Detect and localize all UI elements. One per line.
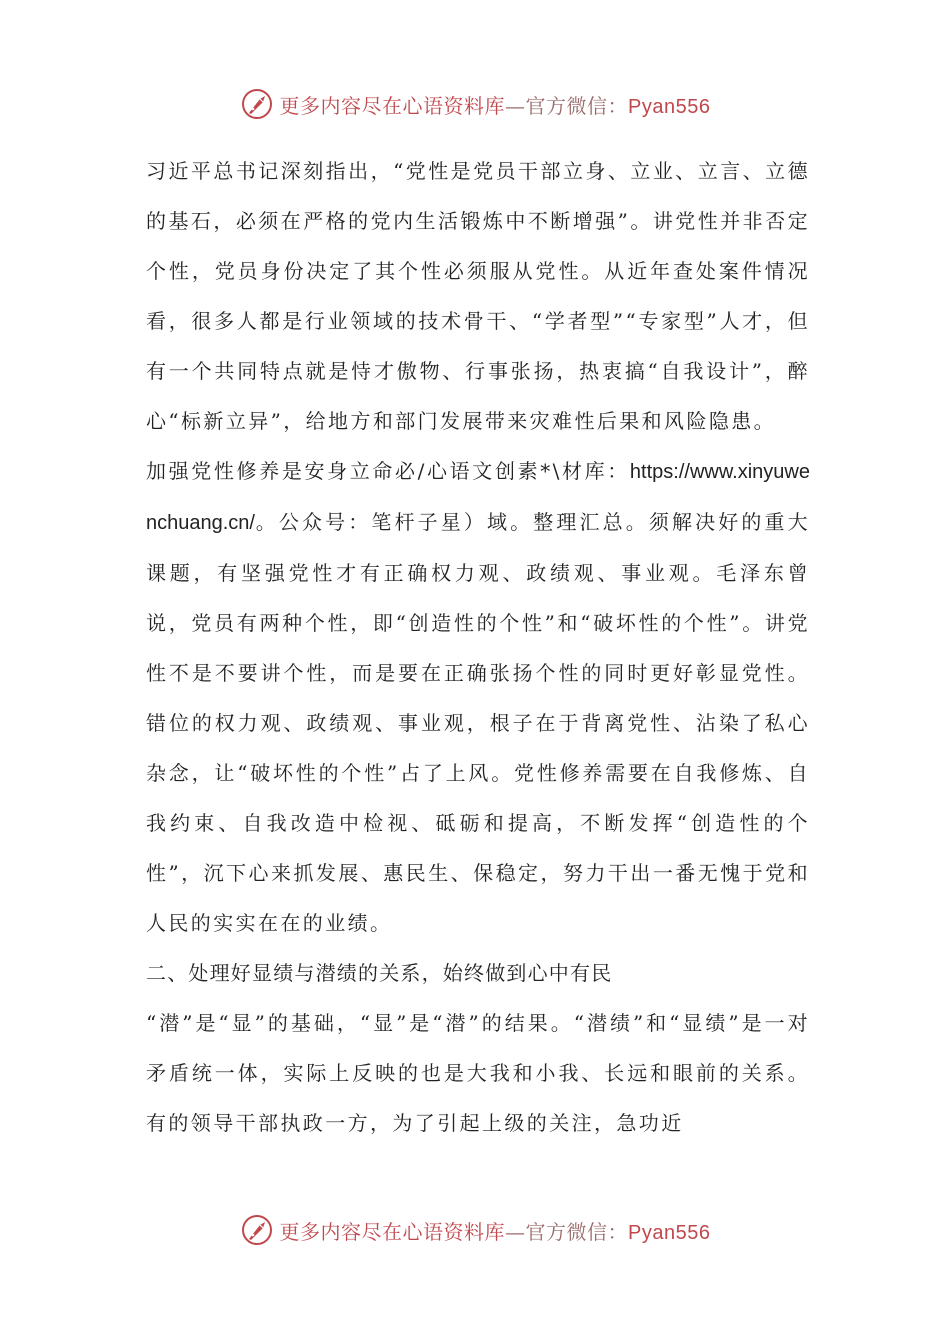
banner-dash: — <box>505 1219 526 1244</box>
site-slogan: 更多内容尽在心语资料库 <box>279 93 506 118</box>
paragraph-text: 加强党性修养是安身立命必/心语文创素*\材库： <box>146 459 630 483</box>
official-wechat-label: 官方微信： <box>525 1219 629 1244</box>
official-wechat-label: 官方微信： <box>525 93 629 118</box>
pen-nib-icon <box>240 87 274 121</box>
site-slogan: 更多内容尽在心语资料库 <box>279 1219 506 1244</box>
section-heading: 二、处理好显绩与潜绩的关系，始终做到心中有民 <box>146 961 613 985</box>
header-banner <box>0 84 950 124</box>
article-body <box>146 146 810 1148</box>
banner-text <box>280 90 711 119</box>
wechat-id: Pyan556 <box>628 1221 711 1244</box>
banner-text <box>280 1216 711 1245</box>
paragraph <box>146 446 810 948</box>
wechat-id: Pyan556 <box>628 95 711 118</box>
paragraph: 习近平总书记深刻指出，“党性是党员干部立身、立业、立言、立德的基石，必须在严格的党内生活锻炼中不断增强”。讲党性并非否定个性，党员身份决定了其个性必须服从党性。从近年查处案件情况看，很多人都是行业领域的技术骨干、“学者型”“专家型”人才，但有一个共同特点就是恃才傲物、行事张扬，热衷搞“自我设计”，醉心“标新立异”，给地方和部门发展带来灾难性后果和风险隐患。 <box>146 159 810 433</box>
website-link[interactable]: https://www.xinyuwenchuang.cn/ <box>146 461 810 534</box>
paragraph-text: 。公众号：笔杆子星）域。整理汇总。须解决好的重大课题，有坚强党性才有正确权力观、政绩观、事业观。毛泽东曾说，党员有两种个性，即“创造性的个性”和“破坏性的个性”。讲党性不是不要讲个性，而是要在正确张扬个性的同时更好彰显党性。错位的权力观、政绩观、事业观，根子在于背离党性、沾染了私心杂念，让“破坏性的个性”占了上风。党性修养需要在自我修炼、自我约束、自我改造中检视、砥砺和提高，不断发挥“创造性的个性”，沉下心来抓发展、惠民生、保稳定，努力干出一番无愧于党和人民的实实在在的业绩。 <box>146 510 810 935</box>
banner-dash: — <box>505 93 526 118</box>
pen-nib-icon <box>240 1213 274 1247</box>
footer-banner <box>0 1210 950 1250</box>
paragraph: “潜”是“显”的基础，“显”是“潜”的结果。“潜绩”和“显绩”是一对矛盾统一体，实际上反映的也是大我和小我、长远和眼前的关系。有的领导干部执政一方，为了引起上级的关注，急功近 <box>146 1011 810 1135</box>
